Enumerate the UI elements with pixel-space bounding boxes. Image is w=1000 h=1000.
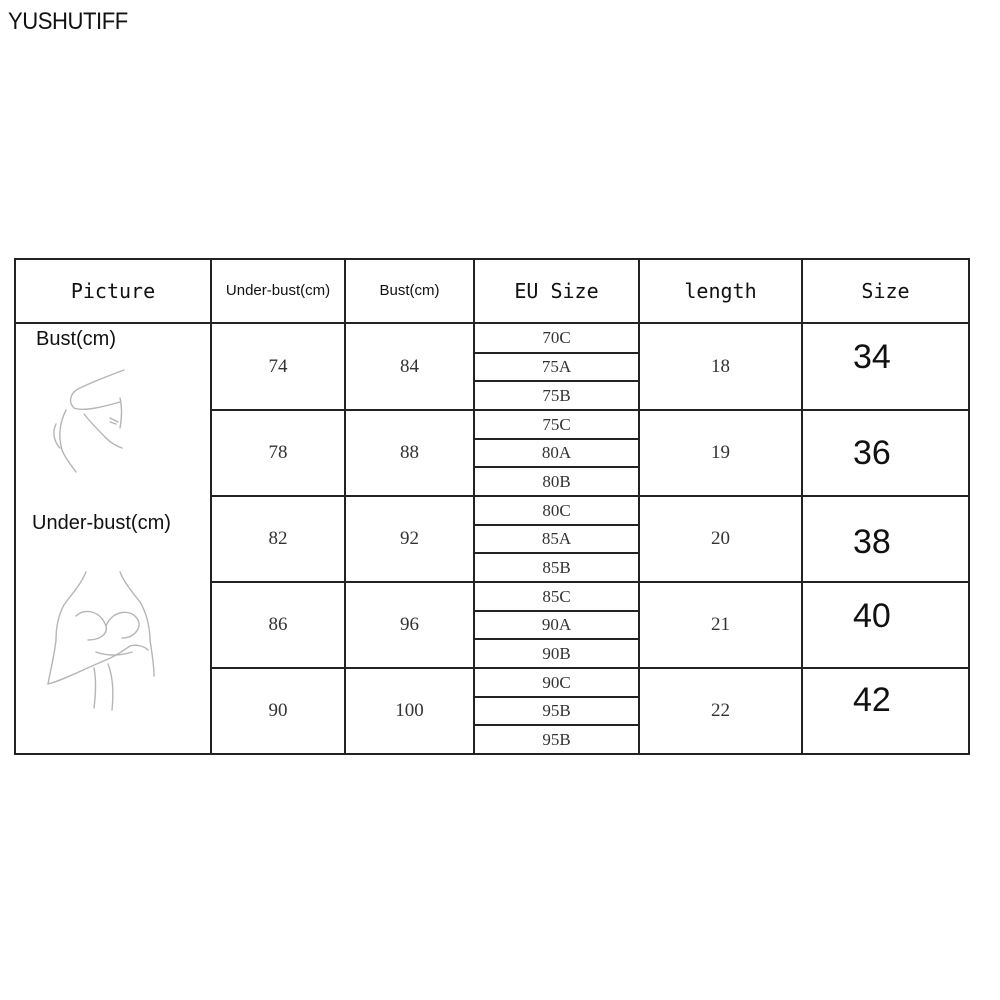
brand-logo-text: YUSHUTIFF — [8, 8, 128, 35]
eu-size-cell: 70C — [542, 328, 571, 347]
under-bust-measure-illustration — [36, 568, 166, 716]
length-cell: 20 — [711, 528, 730, 549]
table-border-right — [968, 258, 970, 755]
eu-size-cell: 80A — [541, 443, 572, 462]
length-cell: 22 — [711, 700, 730, 721]
size-cell: 42 — [853, 681, 891, 719]
eu-size-cell: 95B — [542, 701, 571, 720]
size-cell: 38 — [853, 523, 891, 561]
bust-cell: 84 — [400, 355, 419, 377]
eu-size-cell: 95B — [542, 729, 571, 749]
header-picture: Picture — [70, 279, 156, 303]
size-cell: 34 — [853, 338, 891, 376]
eu-size-cell: 75C — [542, 414, 571, 434]
eu-size-cell: 80C — [542, 500, 571, 520]
size-cell: 36 — [853, 434, 891, 472]
eu-size-cell: 90B — [542, 643, 571, 663]
length-cell: 18 — [711, 355, 730, 377]
bust-cell: 100 — [395, 700, 424, 721]
table-border-left — [14, 258, 16, 755]
under-bust-cell: 74 — [268, 355, 288, 377]
eu-size-cell: 90A — [541, 615, 572, 634]
header-length: length — [684, 279, 757, 303]
length-cell: 21 — [711, 614, 730, 635]
bust-cell: 96 — [400, 614, 419, 635]
length-cell: 19 — [711, 442, 730, 463]
size-cell: 40 — [853, 597, 891, 635]
bust-cell: 92 — [400, 528, 419, 549]
bust-measure-illustration — [36, 362, 148, 474]
table-border-bottom — [14, 753, 970, 755]
under-bust-cell: 90 — [268, 700, 288, 721]
bust-cell: 88 — [400, 442, 419, 463]
eu-size-cell: 85C — [542, 586, 571, 606]
header-under-bust: Under-bust(cm) — [225, 282, 331, 299]
under-bust-cell: 82 — [268, 528, 288, 549]
eu-size-cell: 80B — [542, 471, 571, 491]
header-bust: Bust(cm) — [379, 282, 440, 299]
under-bust-cell: 78 — [268, 442, 288, 463]
picture-label-under-bust: Under-bust(cm) — [32, 512, 171, 534]
eu-size-cell: 85B — [542, 557, 571, 577]
eu-size-cell: 75A — [541, 357, 572, 376]
header-size: Size — [861, 279, 910, 303]
eu-size-cell: 90C — [542, 672, 571, 692]
eu-size-cell: 85A — [541, 529, 572, 548]
under-bust-cell: 86 — [268, 614, 288, 635]
col-divider — [801, 258, 803, 755]
eu-size-cell: 75B — [542, 385, 571, 405]
header-eu-size: EU Size — [514, 279, 599, 303]
picture-label-bust: Bust(cm) — [36, 328, 116, 350]
